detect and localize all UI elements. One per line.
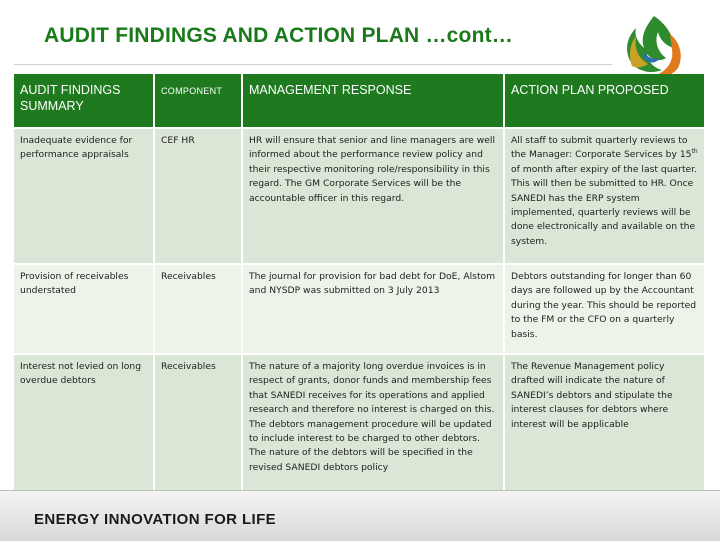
ordinal-suffix: th — [691, 148, 698, 156]
footer-banner — [0, 490, 720, 541]
component-cell: Receivables — [154, 264, 242, 354]
table-row — [14, 128, 704, 264]
finding-cell: Interest not levied on long overdue debtors — [14, 354, 154, 495]
table-row — [14, 354, 704, 495]
finding-cell: Provision of receivables understated — [14, 264, 154, 354]
page-title: AUDIT FINDINGS AND ACTION PLAN …cont… — [44, 24, 513, 47]
action-cell: The Revenue Management policy drafted will indicate the nature of SANEDI’s debtors and stipulate the interest clauses for debtors where interest will be applicable — [504, 354, 704, 495]
column-header-response: MANAGEMENT RESPONSE — [242, 74, 504, 128]
action-text-end: of month after expiry of the last quarter. This will then be submitted to HR. Once SANEDI has the ERP system implemented, quarterly reviews will be done electronically and available on the system. — [511, 163, 698, 247]
table-row — [14, 264, 704, 354]
column-header-component: COMPONENT — [154, 74, 242, 128]
component-cell: CEF HR — [154, 128, 242, 264]
action-cell: Debtors outstanding for longer than 60 days are followed up by the Accountant during the year. This should be reported to the FM or the CFO on a quarterly basis. — [504, 264, 704, 354]
finding-cell: Inadequate evidence for performance appraisals — [14, 128, 154, 264]
response-cell: The journal for provision for bad debt for DoE, Alstom and NYSDP was submitted on 3 July 2013 — [242, 264, 504, 354]
title-divider — [14, 64, 612, 65]
column-header-findings: AUDIT FINDINGS SUMMARY — [14, 74, 154, 128]
response-cell: The nature of a majority long overdue invoices is in respect of grants, donor funds and membership fees that SANEDI receives for its operations and applied research and therefore no interest is charged on this. The debtors management procedure will be updated to include interest to be charged to other debtors. The nature of the debtors will be specified in the revised SANEDI debtors policy — [242, 354, 504, 495]
column-header-action: ACTION PLAN PROPOSED — [504, 74, 704, 128]
component-cell: Receivables — [154, 354, 242, 495]
action-text-start: All staff to submit quarterly reviews to the Manager: Corporate Services by 15 — [511, 135, 692, 161]
footer-tagline: ENERGY INNOVATION FOR LIFE — [34, 511, 277, 528]
table-header-row — [14, 74, 704, 128]
response-cell: HR will ensure that senior and line managers are well informed about the performance review policy and their respective monitoring role/responsibility in this regard. The GM Corporate Services will be the accountable officer in this regard. — [242, 128, 504, 264]
audit-findings-table — [14, 74, 704, 496]
action-cell — [504, 128, 704, 264]
